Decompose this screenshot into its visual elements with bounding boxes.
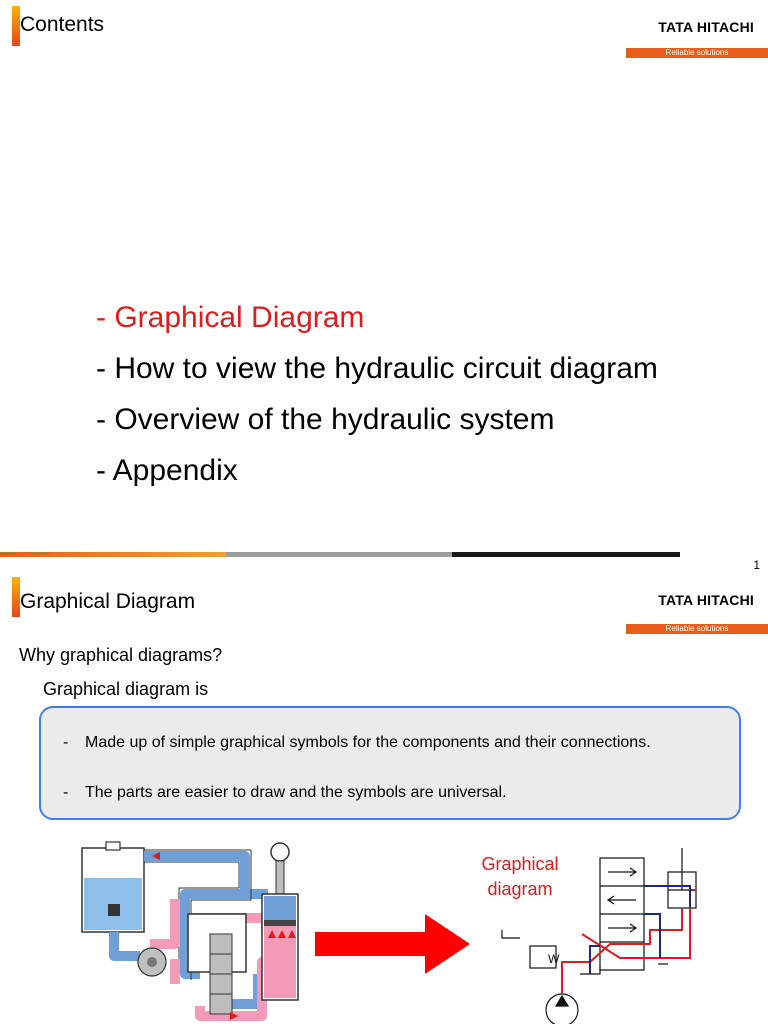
logo-tagline: Reliable solutions — [626, 48, 768, 58]
footer-segment-gray — [226, 552, 452, 557]
slide-title: Graphical Diagram — [20, 590, 196, 613]
toc-item-hydraulic-system[interactable]: - Overview of the hydraulic system — [96, 403, 555, 436]
graphical-label-line2: diagram — [487, 879, 553, 899]
footer-segment-black — [452, 552, 680, 557]
hydraulic-diagram-illustration — [0, 834, 768, 1024]
logo-hitachi: HITACHI — [696, 592, 754, 608]
pump-icon — [138, 948, 166, 976]
logo-tagline: Reliable solutions — [626, 624, 768, 634]
logo-hitachi: HITACHI — [696, 19, 754, 35]
bullet-dash: - — [63, 734, 69, 751]
graphical-label-line1: Graphical — [481, 854, 559, 874]
symbol-letter: W — [548, 952, 560, 966]
toc-item-graphical-diagram[interactable]: - Graphical Diagram — [96, 301, 365, 334]
pictorial-circuit — [82, 842, 298, 1020]
bullet-text: Made up of simple graphical symbols for the components and their connections. — [85, 734, 651, 751]
graphical-diagram-label — [468, 852, 572, 902]
subheading: Graphical diagram is — [43, 679, 209, 699]
table-of-contents — [96, 292, 658, 496]
toc-item-hydraulic-circuit[interactable]: - How to view the hydraulic circuit diagram — [96, 352, 658, 385]
slide-title: Contents — [20, 13, 105, 36]
footer-divider — [0, 552, 680, 557]
tata-hitachi-logo — [658, 19, 754, 35]
bullet-text: The parts are easier to draw and the symbols are universal. — [85, 784, 507, 801]
tank-icon — [82, 842, 144, 932]
logo-tata: TATA — [658, 19, 693, 35]
bullet-dash: - — [63, 784, 69, 801]
toc-item-appendix[interactable]: - Appendix — [96, 454, 238, 487]
cylinder-icon — [262, 843, 298, 1000]
bullet-item — [63, 783, 695, 803]
logo-tata: TATA — [658, 592, 693, 608]
definition-box — [39, 706, 741, 820]
footer-segment-orange — [0, 552, 226, 557]
tata-hitachi-logo — [658, 592, 754, 608]
graphical-diagram-slide — [0, 572, 768, 1024]
big-arrow-icon — [315, 914, 470, 974]
title-accent-bar — [12, 577, 20, 617]
question-heading: Why graphical diagrams? — [19, 645, 223, 665]
page-number: 1 — [753, 558, 760, 572]
bullet-item — [63, 733, 695, 753]
title-accent-bar — [12, 6, 20, 46]
